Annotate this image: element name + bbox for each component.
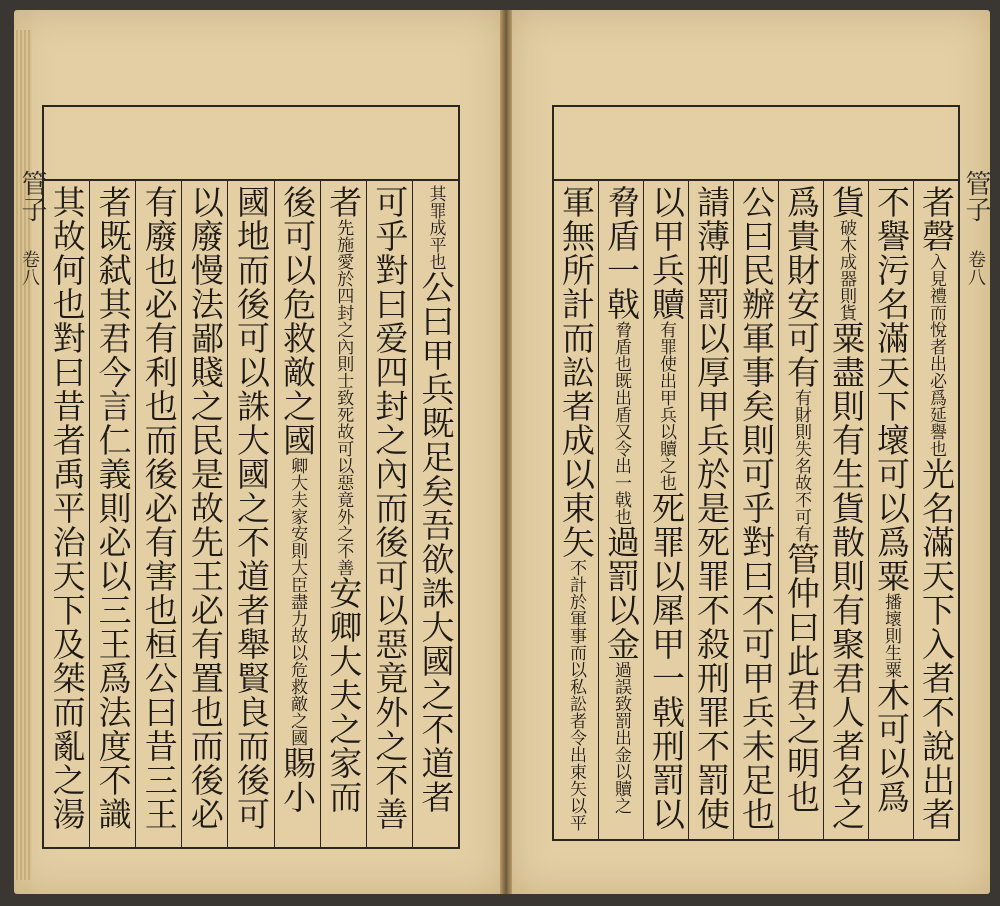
left-page-column-2	[366, 181, 412, 847]
right-page-column-3	[823, 181, 868, 839]
right-margin-title: 管子	[961, 170, 991, 222]
commentary-note: 播壞則生粟	[881, 593, 901, 678]
left-page-column-5	[227, 181, 273, 847]
left-page-column-8	[89, 181, 135, 847]
left-volume-label: 卷八	[19, 250, 40, 286]
main-text: 者磬	[917, 185, 956, 253]
main-text: 以廢慢法鄙賤之民是故先王必有置也而後必	[185, 185, 225, 831]
right-text-columns	[554, 181, 958, 839]
commentary-note: 有財則失名故不可有	[791, 389, 811, 542]
main-text: 管仲曰此君之明也	[782, 542, 821, 814]
main-text: 者既弑其君今言仁義則必以三王爲法度不識	[93, 185, 133, 831]
left-header-band	[44, 107, 458, 181]
main-text: 後可以危救敵之國	[278, 185, 318, 457]
commentary-note: 有罪使出甲兵以贖之也	[656, 321, 676, 491]
left-text-columns	[44, 181, 458, 847]
main-text: 死罪以犀甲一戟刑罰以	[647, 491, 686, 831]
right-page-frame	[552, 105, 960, 841]
main-text: 軍無所計而訟者成以束矢	[557, 185, 596, 559]
commentary-note: 卿大夫家安則大臣盡力故以危救敵之國	[287, 457, 308, 746]
right-page-column-5	[733, 181, 778, 839]
main-text: 不譽污名滿天下壞可以爲粟	[872, 185, 911, 593]
commentary-note: 入見禮而悅者出必爲延譽也	[926, 253, 946, 457]
main-text: 有廢也必有利也而後必有害也桓公曰昔三王	[139, 185, 179, 831]
main-text: 光名滿天下入者不說出者	[917, 457, 956, 831]
left-page-column-4	[274, 181, 320, 847]
commentary-note: 脅盾也既出盾又令出一戟也	[611, 321, 631, 525]
left-page-column-9	[44, 181, 89, 847]
right-page-column-8	[598, 181, 643, 839]
commentary-note: 先施愛於四封之內則士致死故可以惡竟外之不善	[333, 219, 354, 576]
main-text: 請薄刑罰以厚甲兵於是死罪不殺刑罪不罰使	[692, 185, 731, 831]
right-page-column-6	[688, 181, 733, 839]
page-edges	[14, 30, 32, 880]
main-text: 公曰甲兵既足矣吾欲誅大國之不道者	[416, 270, 456, 814]
right-page-column-4	[778, 181, 823, 839]
main-text: 貨	[827, 185, 866, 219]
main-text: 脅盾一戟	[602, 185, 641, 321]
left-page-frame	[42, 105, 460, 849]
main-text: 木可以爲	[872, 678, 911, 814]
main-text: 可乎對曰爱四封之內而後可以惡竟外之不善	[370, 185, 410, 831]
main-text: 過罰以金	[602, 525, 641, 661]
main-text: 以甲兵贖	[647, 185, 686, 321]
main-text: 其故何也對曰昔者禹平治天下及桀而亂之湯	[47, 185, 87, 831]
main-text: 爲貴財安可有	[782, 185, 821, 389]
right-header-band	[554, 107, 958, 181]
right-page-column-9	[554, 181, 598, 839]
commentary-note: 不計於軍事而以私訟者令出束矢以平	[566, 559, 586, 831]
main-text: 者	[324, 185, 364, 219]
commentary-note: 過誤致罰出金以贖之	[611, 661, 631, 814]
right-page-column-2	[868, 181, 913, 839]
right-page-column-7	[643, 181, 688, 839]
left-page-column-1	[412, 181, 458, 847]
left-page-column-3	[320, 181, 366, 847]
main-text: 粟盡則有生貨散則有聚君人者名之	[827, 321, 866, 831]
right-volume-label: 卷八	[965, 250, 986, 286]
left-margin-title: 管子	[17, 170, 47, 222]
main-text: 公曰民辦軍事矣則可乎對曰不可甲兵未足也	[737, 185, 776, 831]
main-text: 安卿大夫之家而	[324, 576, 364, 814]
left-page-column-7	[135, 181, 181, 847]
left-page-column-6	[181, 181, 227, 847]
book-gutter	[500, 10, 512, 894]
main-text: 賜小	[278, 746, 318, 814]
main-text: 國地而後可以誅大國之不道者舉賢良而後可	[232, 185, 271, 831]
commentary-note: 其罪成平也	[425, 185, 446, 270]
right-page-column-1	[913, 181, 958, 839]
commentary-note: 破木成器則貨	[836, 219, 856, 321]
